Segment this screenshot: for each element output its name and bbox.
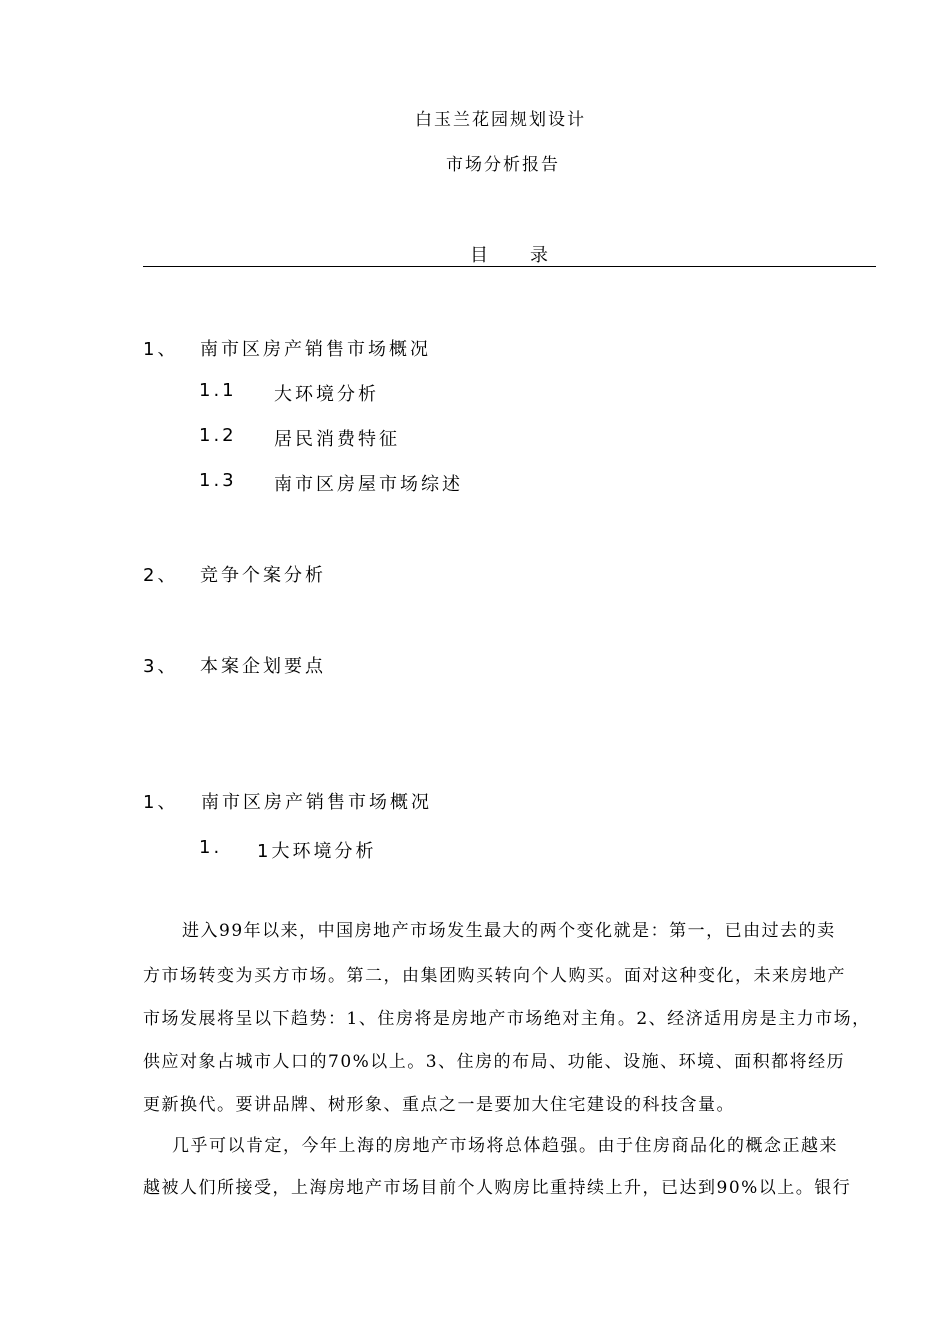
toc-item-1-2-number: 1.2 <box>199 425 237 446</box>
toc-item-2-label: 竞争个案分析 <box>200 565 326 586</box>
document-title: 白玉兰花园规划设计 <box>415 110 586 130</box>
toc-item-2-number: 2、 <box>143 565 179 586</box>
section-number: 1、 <box>143 792 179 813</box>
body-line-6: 几乎可以肯定，今年上海的房地产市场将总体趋强。由于住房商品化的概念正越来 <box>172 1136 838 1156</box>
body-line-4: 供应对象占城市人口的70%以上。3、住房的布局、功能、设施、环境、面积都将经历 <box>143 1052 846 1072</box>
body-line-5: 更新换代。要讲品牌、树形象、重点之一是要加大住宅建设的科技含量。 <box>143 1095 735 1115</box>
body-line-1: 进入99年以来，中国房地产市场发生最大的两个变化就是：第一，已由过去的卖 <box>182 921 836 941</box>
body-line-7: 越被人们所接受，上海房地产市场目前个人购房比重持续上升，已达到90%以上。银行 <box>143 1178 852 1198</box>
body-line-3: 市场发展将呈以下趋势：1、住房将是房地产市场绝对主角。2、经济适用房是主力市场， <box>143 1009 871 1029</box>
toc-item-1-2-label: 居民消费特征 <box>274 429 400 450</box>
toc-item-3-label: 本案企划要点 <box>200 656 326 677</box>
subsection-title: 1大环境分析 <box>257 841 377 862</box>
section-title: 南市区房产销售市场概况 <box>201 792 432 813</box>
document-subtitle: 市场分析报告 <box>446 155 560 175</box>
toc-divider <box>143 266 876 267</box>
toc-item-3-number: 3、 <box>143 656 179 677</box>
toc-heading-right: 录 <box>530 245 551 266</box>
toc-item-1-label: 南市区房产销售市场概况 <box>200 339 431 360</box>
toc-item-1-3-number: 1.3 <box>199 470 237 491</box>
toc-item-1-1-number: 1.1 <box>199 380 237 401</box>
toc-item-1-number: 1、 <box>143 339 179 360</box>
body-line-2: 方市场转变为买方市场。第二，由集团购买转向个人购买。面对这种变化，未来房地产 <box>143 966 846 986</box>
toc-heading-left: 目 <box>470 245 491 266</box>
subsection-number: 1. <box>199 837 223 858</box>
toc-item-1-3-label: 南市区房屋市场综述 <box>274 474 463 495</box>
toc-item-1-1-label: 大环境分析 <box>274 384 379 405</box>
